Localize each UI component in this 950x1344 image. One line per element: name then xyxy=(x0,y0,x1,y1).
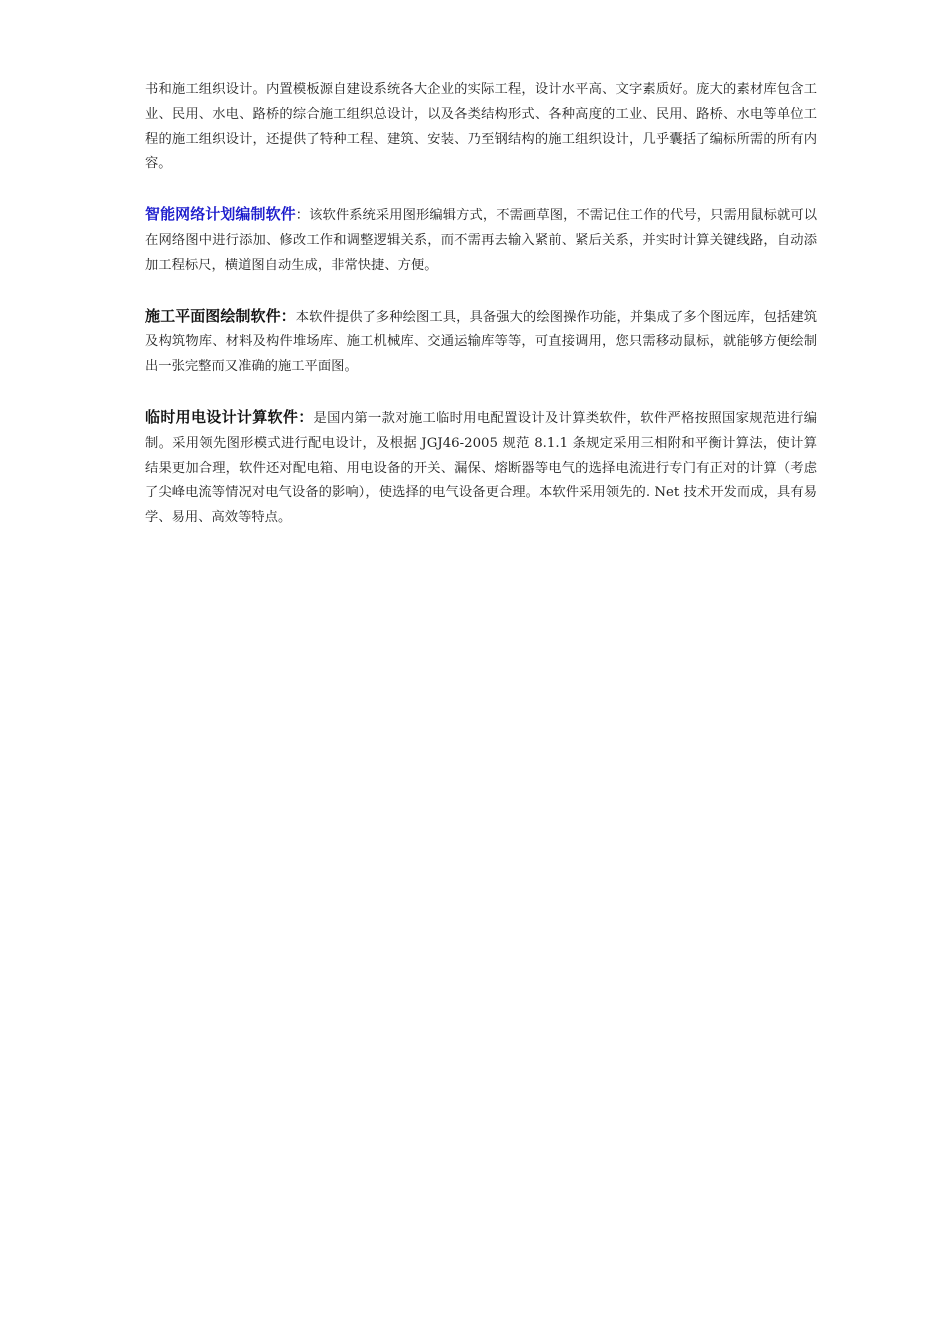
section-heading-network-plan-software: 智能网络计划编制软件 xyxy=(145,205,296,224)
paragraph-body: ：该软件系统采用图形编辑方式，不需画草图，不需记住工作的代号，只需用鼠标就可以在网络图中进行添加、修改工作和调整逻辑关系，而不需再去输入紧前、紧后关系，并实时计算关键线路，自动添加工程标尺，横道图自动生成，非常快捷、方便。 xyxy=(145,208,817,273)
paragraph-body: 书和施工组织设计。内置模板源自建设系统各大企业的实际工程，设计水平高、文字素质好。庞大的素材库包含工业、民用、水电、路桥的综合施工组织总设计，以及各类结构形式、各种高度的工业、民用、路桥、水电等单位工程的施工组织设计，还提供了特种工程、建筑、安装、乃至钢结构的施工组织设计，几乎囊括了编标所需的所有内容。 xyxy=(145,82,817,172)
paragraph-temp-power-software xyxy=(145,405,817,531)
section-heading-temp-power-software: 临时用电设计计算软件： xyxy=(145,407,314,426)
paragraph-site-plan-software xyxy=(145,304,817,380)
paragraph-body: 本软件提供了多种绘图工具，具备强大的绘图操作功能，并集成了多个图远库，包括建筑及构筑物库、材料及构件堆场库、施工机械库、交通运输库等等，可直接调用，您只需移动鼠标，就能够方便绘制出一张完整而又准确的施工平面图。 xyxy=(145,309,817,375)
paragraph-intro-continuation xyxy=(145,78,817,177)
paragraph-network-plan-software xyxy=(145,202,817,278)
paragraph-body: 是国内第一款对施工临时用电配置设计及计算类软件，软件严格按照国家规范进行编制。采用领先图形模式进行配电设计，及根据 JGJ46-2005 规范 8.1.1 条规定采用三相附和平衡计算法，使计算结果更加合理，软件还对配电箱、用电设备的开关、漏保、熔断器等电气的选择电流进行专门有正对的计算（考虑了尖峰电流等情况对电气设备的影响），使选择的电气设备更合理。本软件采用领先的. Net 技术开发而成，具有易学、易用、高效等特点。 xyxy=(145,410,817,526)
document-body xyxy=(145,78,817,556)
section-heading-site-plan-software: 施工平面图绘制软件： xyxy=(145,306,296,325)
